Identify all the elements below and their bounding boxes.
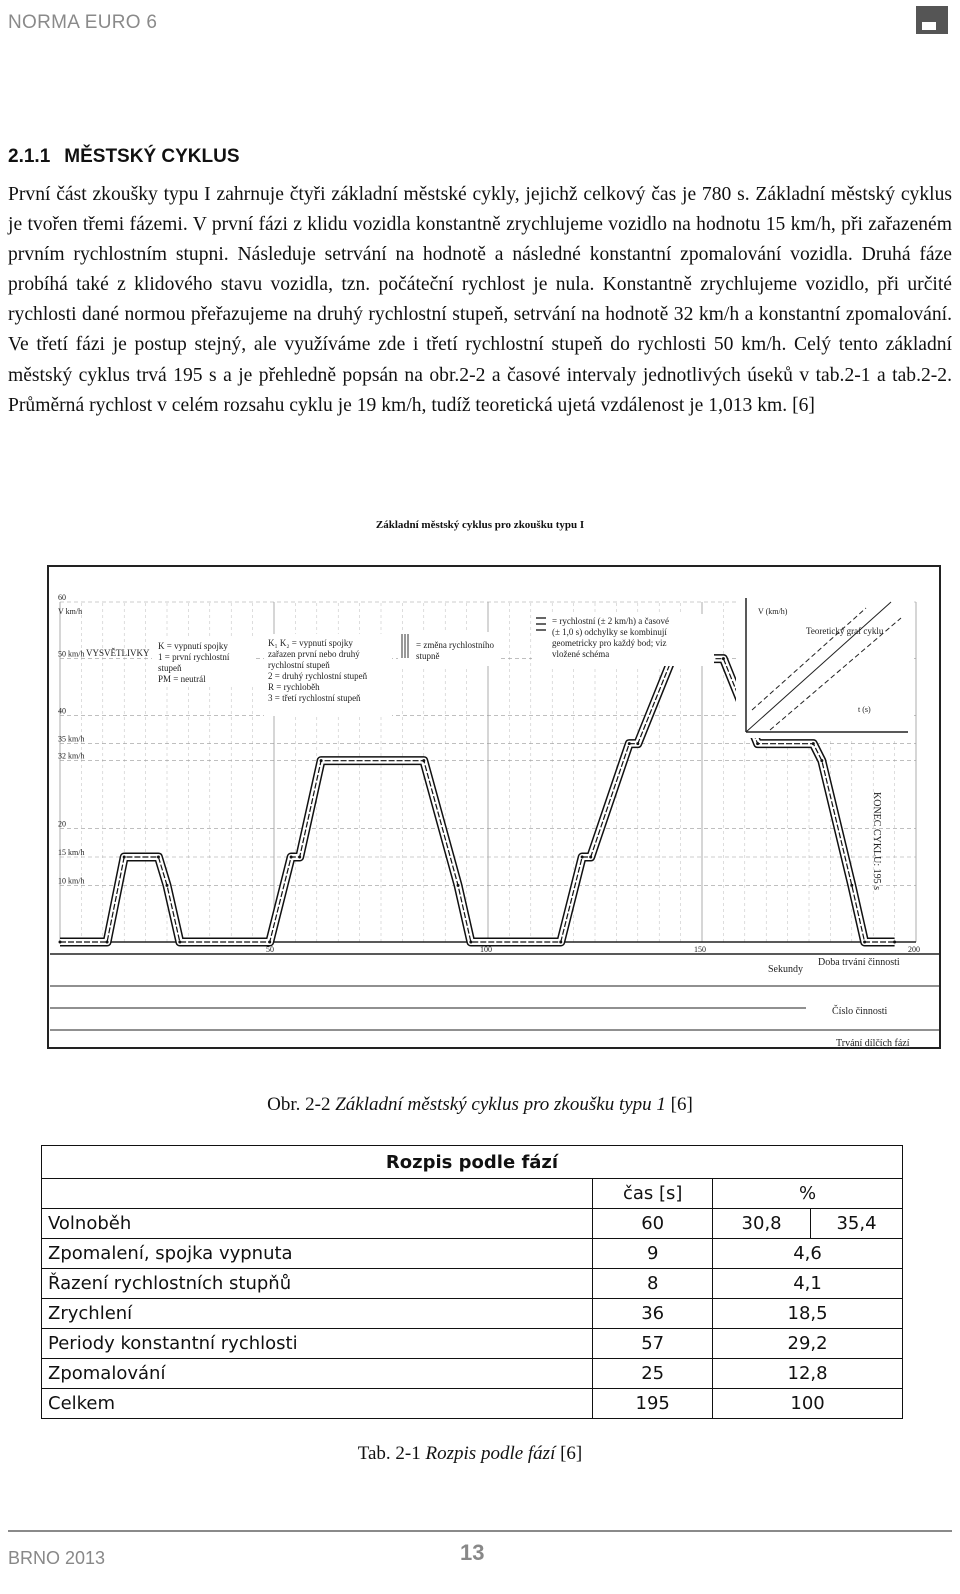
y-axis-labels: [58, 593, 84, 885]
data-point: [166, 884, 169, 887]
x-axis-ticks: [266, 945, 920, 954]
cycle-end-label: KONEC CYKLU: 195 s: [871, 792, 882, 891]
data-point: [469, 941, 472, 944]
y-tick-label: 15 km/h: [58, 848, 85, 857]
legend4-line: (± 1,0 s) odchylky se kombinují: [552, 627, 667, 637]
tcaption-ref: [6]: [560, 1443, 583, 1464]
data-point: [320, 759, 323, 762]
legend2-line: 3 = třetí rychlostní stupeň: [268, 693, 361, 703]
data-point: [812, 742, 815, 745]
data-point: [628, 742, 631, 745]
legend4-line: geometricky pro každý bod; viz: [552, 638, 667, 648]
data-point: [722, 657, 725, 660]
y-tick-label: 20: [58, 819, 66, 829]
y-tick-label: 50 km/h: [58, 649, 85, 659]
legend4-line: vložené schéma: [552, 649, 610, 659]
svg-text:t (s): t (s): [858, 705, 871, 714]
col-header-pct: %: [713, 1179, 903, 1209]
section-heading: [8, 146, 240, 168]
table-row: Zrychlení 36 18,5: [42, 1299, 903, 1329]
table-row: Periody konstantní rychlosti 57 29,2: [42, 1329, 903, 1359]
duration-label: Doba trvání činnosti: [818, 957, 900, 968]
data-point: [457, 884, 460, 887]
y-tick-label: 60: [58, 593, 66, 602]
cycle-diagram: [46, 562, 942, 1052]
legend2-line: zařazen první nebo druhý: [268, 649, 360, 659]
phase-duration-label: Trvání dílčích fází: [836, 1038, 910, 1049]
header-logo: [916, 6, 948, 34]
legend-explanations: [86, 614, 714, 716]
table-row: Volnoběh 60 30,8 35,4: [42, 1209, 903, 1239]
legend3-line: = změna rychlostního: [416, 640, 495, 650]
data-point: [123, 856, 126, 859]
data-point: [559, 941, 562, 944]
x-tick-label: 100: [480, 945, 492, 954]
table-row: Celkem 195 100: [42, 1389, 903, 1419]
tcaption-text: Rozpis podle fází: [425, 1443, 556, 1464]
svg-text:V (km/h): V (km/h): [758, 607, 788, 616]
x-tick-label: 200: [908, 945, 920, 954]
data-point: [893, 941, 896, 944]
data-point: [756, 742, 759, 745]
page-number: 13: [460, 1540, 485, 1565]
tcaption-prefix: Tab. 2-1: [357, 1443, 421, 1464]
data-point: [589, 856, 592, 859]
legend2-line: 2 = druhý rychlostní stupeň: [268, 671, 368, 681]
inset-label: Teoretický graf cyklu: [806, 626, 884, 636]
footer-place-year: BRNO 2013: [8, 1548, 106, 1568]
table-row: Zpomalení, spojka vypnuta 9 4,6: [42, 1239, 903, 1269]
table-row: Řazení rychlostních stupňů 8 4,1: [42, 1269, 903, 1299]
operation-number-label: Číslo činnosti: [832, 1006, 888, 1017]
legend1-line: K = vypnutí spojky: [158, 641, 228, 651]
legend3-line: stupně: [416, 651, 440, 661]
axis-seconds-label: Sekundy: [768, 964, 803, 975]
data-point: [298, 856, 301, 859]
data-point: [106, 941, 109, 944]
caption-prefix: Obr. 2-2: [267, 1094, 331, 1115]
data-point: [636, 742, 639, 745]
table-title: Rozpis podle fází: [42, 1146, 903, 1179]
section-title: MĚSTSKÝ CYKLUS: [64, 146, 240, 167]
x-tick-label: 150: [694, 945, 706, 954]
legend1-title: VYSVĚTLIVKY: [86, 648, 150, 658]
data-point: [863, 941, 866, 944]
data-point: [157, 856, 160, 859]
section-number: 2.1.1: [8, 146, 51, 167]
x-tick-label: 50: [266, 945, 274, 954]
y-tick-label: 10 km/h: [58, 876, 85, 886]
y-tick-label: 35 km/h: [58, 734, 85, 744]
y-axis-title: V km/h: [58, 607, 83, 616]
table-caption: [0, 1443, 940, 1465]
data-point: [59, 941, 62, 944]
table-row: Zpomalování 25 12,8: [42, 1359, 903, 1389]
legend2-line: K₁ K₂ = vypnutí spojky: [268, 638, 353, 648]
caption-text: Základní městský cyklus pro zkoušku typu 1: [335, 1094, 666, 1115]
legend1-line: stupeň: [158, 663, 182, 673]
data-point: [422, 759, 425, 762]
footer-rule: [8, 1530, 952, 1532]
legend1-line: PM = neutrál: [158, 674, 206, 684]
figure-caption: [0, 1094, 960, 1116]
caption-ref: [6]: [670, 1094, 693, 1115]
col-header-time: čas [s]: [593, 1179, 713, 1209]
data-point: [820, 759, 823, 762]
figure-title: Základní městský cyklus pro zkoušku typu I: [375, 519, 585, 531]
phases-table: [41, 1145, 903, 1419]
data-point: [178, 941, 181, 944]
running-header: NORMA EURO 6: [8, 12, 158, 33]
legend2-line: rychlostní stupeň: [268, 660, 330, 670]
legend1-line: 1 = první rychlostní: [158, 652, 230, 662]
body-paragraph: První část zkoušky typu I zahrnuje čtyři základní městské cykly, jejichž celkový čas je 780 s. Základní městský cyklus je tvořen třemi fázemi. V první fázi z klidu vozidla konstantně zrychlujeme vozidlo na hodnotu 15 km/h, při zařazeném prvním rychlostním stupni. Následuje setrvání na hodnotě a následné konstantní zpomalování vozidla. Druhá fáze probíhá také z klidového stavu vozidla, tzn. počáteční rychlost je nula. Konstantně zrychlujeme vozidlo, při určité rychlosti dané normou přeřazujeme na druhý rychlostní stupeň, setrvání na hodnotě 32 km/h a konstantní zpomalování. Ve třetí fázi je postup stejný, ale využíváme zde i třetí rychlostní stupeň do rychlosti 50 km/h. Celý tento základní městský cyklus trvá 195 s a je přehledně popsán na obr.2-2 a časové intervaly jednotlivých úseků v tab.2-1 a tab.2-2. Průměrná rychlost v celém rozsahu cyklu je 19 km/h, tudíž teoretická ujetá vzdálenost je 1,013 km. [6]: [8, 184, 952, 416]
legend2-line: R = rychloběh: [268, 682, 320, 692]
legend4-line: = rychlostní (± 2 km/h) a časové: [552, 616, 669, 626]
y-tick-label: 32 km/h: [58, 751, 85, 761]
data-point: [581, 856, 584, 859]
data-point: [850, 884, 853, 887]
inset-schema: [736, 588, 912, 738]
data-point: [290, 856, 293, 859]
data-point: [268, 941, 271, 944]
y-tick-label: 40: [58, 706, 66, 716]
